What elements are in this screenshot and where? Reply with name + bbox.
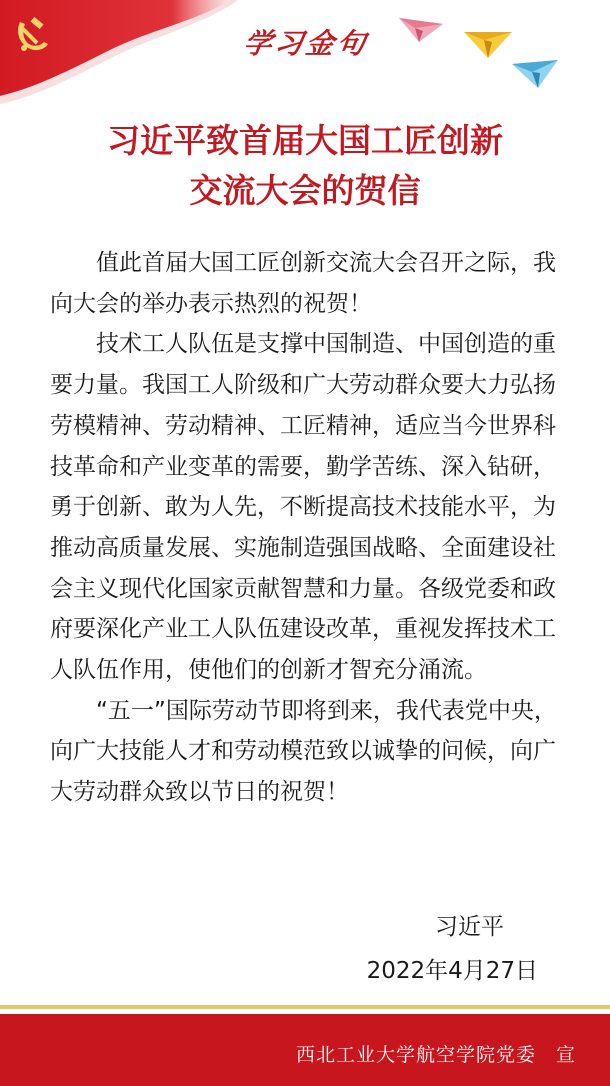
signature [367, 905, 538, 993]
paragraph-2: 技术工人队伍是支撑中国制造、中国创造的重要力量。我国工人阶级和广大劳动群众要大力弘扬劳模精神、劳动精神、工匠精神，适应当今世界科技革命和产业变革的需要，勤学苦练、深入钻研，勇于创新、敢为人先，不断提高技术技能水平，为推动高质量发展、实施制造强国战略、全面建设社会主义现代化国家贡献智慧和力量。各级党委和政府要深化产业工人队伍建设改革，重视发挥技术工人队伍作用，使他们的创新才智充分涌流。 [50, 331, 556, 684]
signature-name: 习近平 [435, 914, 504, 940]
signature-date: 2022年4月27日 [366, 958, 538, 984]
paper-plane-pink-icon [397, 14, 445, 46]
letter-body [50, 243, 560, 813]
footer-divider [0, 1005, 610, 1009]
headline-line-2: 交流大会的贺信 [189, 171, 421, 210]
header-flag [0, 0, 260, 110]
header-title: 学习金句 [241, 27, 371, 60]
footer-credit: 西北工业大学航空学院党委 宣 [295, 1044, 576, 1066]
paragraph-3: “五一”国际劳动节即将到来，我代表党中央，向广大技能人才和劳动模范致以诚挚的问候，向广大劳动群众致以节日的祝贺！ [50, 697, 557, 806]
headline-line-1: 习近平致首届大国工匠创新 [107, 121, 503, 160]
headline [0, 116, 610, 216]
paper-plane-blue-icon [510, 56, 560, 90]
paper-plane-yellow-icon [462, 26, 514, 60]
paragraph-1: 值此首届大国工匠创新交流大会召开之际，我向大会的举办表示热烈的祝贺！ [50, 250, 556, 317]
